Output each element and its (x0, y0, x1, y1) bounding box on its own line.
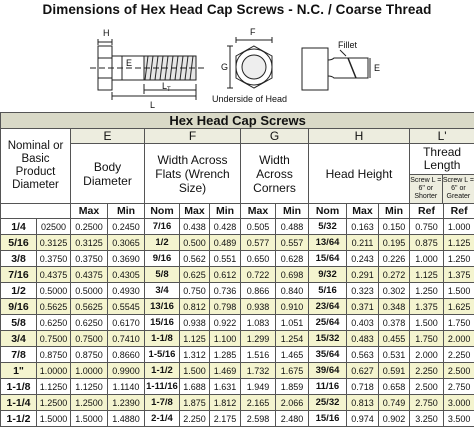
table-cell: 15/32 (309, 331, 347, 347)
table-cell: 0.455 (379, 331, 410, 347)
table-cell: 0.840 (276, 283, 309, 299)
table-cell: 3.250 (410, 411, 444, 427)
table-cell: 2.598 (241, 411, 276, 427)
table-cell: 1.375 (410, 299, 444, 315)
subheader-cell: Min (276, 204, 309, 219)
table-cell: 0.195 (379, 235, 410, 251)
underside-caption: Underside of Head (212, 94, 288, 104)
table-cell: 1.1250 (37, 379, 71, 395)
table-cell: 1.631 (210, 379, 241, 395)
table-banner: Hex Head Cap Screws (1, 113, 474, 129)
table-cell: 0.6250 (37, 315, 71, 331)
table-cell: 0.698 (276, 267, 309, 283)
table-cell: 1.625 (444, 299, 474, 315)
table-cell: 0.3750 (71, 251, 108, 267)
table-row (1, 299, 474, 315)
table-cell: 0.5625 (37, 299, 71, 315)
subheader-cell: Max (347, 204, 379, 219)
table-cell: 0.7410 (108, 331, 145, 347)
table-cell: 0.557 (276, 235, 309, 251)
l-dimension-label: L (150, 100, 156, 110)
letter-l-prime: L' (410, 129, 474, 144)
table-cell: 1.688 (180, 379, 210, 395)
subheader-cell: Ref (444, 204, 474, 219)
table-cell: 0.577 (241, 235, 276, 251)
table-cell: 0.562 (180, 251, 210, 267)
cap-screw-table (0, 112, 474, 427)
table-cell: 9/32 (309, 267, 347, 283)
table-cell: 1.750 (444, 315, 474, 331)
table-cell: 39/64 (309, 363, 347, 379)
table-cell: 0.625 (180, 267, 210, 283)
letter-g: G (241, 129, 309, 144)
subheader-cell: Max (241, 204, 276, 219)
table-cell: 15/16 (309, 411, 347, 427)
table-cell: 1.469 (210, 363, 241, 379)
table-cell: 0.627 (347, 363, 379, 379)
table-cell: 1.750 (410, 331, 444, 347)
table-cell: 1.5000 (37, 411, 71, 427)
table-cell: 1.250 (410, 283, 444, 299)
table-cell: 0.910 (276, 299, 309, 315)
screw-short-header: Screw L = 6" or Shorter (410, 175, 442, 204)
head-height-header: Head Height (309, 144, 410, 204)
table-cell: 0.612 (210, 267, 241, 283)
table-cell: 1.1250 (71, 379, 108, 395)
table-cell: 0.3750 (37, 251, 71, 267)
table-cell: 0.718 (347, 379, 379, 395)
hex-head-top-view (227, 37, 272, 88)
table-cell: 0.658 (379, 379, 410, 395)
table-cell: 1.2390 (108, 395, 145, 411)
table-cell: 5/16 (309, 283, 347, 299)
table-row (1, 411, 474, 427)
table-cell: 0.650 (241, 251, 276, 267)
fillet-detail-drawing (302, 48, 370, 90)
table-cell: 0.488 (276, 219, 309, 235)
table-cell: 3.500 (444, 411, 474, 427)
table-cell: 1.675 (276, 363, 309, 379)
table-row (1, 363, 474, 379)
h-dimension-label: H (103, 28, 110, 38)
table-cell: 1.125 (444, 235, 474, 251)
table-cell: 1.000 (444, 219, 474, 235)
subheader-cell: Min (379, 204, 410, 219)
table-cell: 1.1140 (108, 379, 145, 395)
size-cell: 7/8 (1, 347, 37, 363)
table-cell: 0.902 (379, 411, 410, 427)
letter-h: H (309, 129, 410, 144)
table-cell: 1.2500 (37, 395, 71, 411)
table-cell: 0.500 (180, 235, 210, 251)
table-cell: 0.6170 (108, 315, 145, 331)
table-cell: 0.736 (210, 283, 241, 299)
table-cell: 0.403 (347, 315, 379, 331)
table-cell: 0.551 (210, 251, 241, 267)
table-cell: 1.125 (410, 267, 444, 283)
table-cell: 1.0000 (37, 363, 71, 379)
table-cell: 15/16 (145, 315, 180, 331)
table-cell: 0.3125 (71, 235, 108, 251)
table-cell: 0.531 (379, 347, 410, 363)
table-cell: 1.312 (180, 347, 210, 363)
table-cell: 0.750 (410, 219, 444, 235)
table-cell: 1.859 (276, 379, 309, 395)
table-cell: 0.938 (241, 299, 276, 315)
table-cell: 0.8750 (37, 347, 71, 363)
size-cell: 1/2 (1, 283, 37, 299)
table-cell: 1.500 (410, 315, 444, 331)
size-cell: 5/16 (1, 235, 37, 251)
table-cell: 0.7500 (71, 331, 108, 347)
e-dimension-label-detail: E (374, 63, 381, 73)
size-cell: 5/8 (1, 315, 37, 331)
table-cell: 25/32 (309, 395, 347, 411)
table-cell: 0.4375 (71, 267, 108, 283)
table-cell: 1.125 (180, 331, 210, 347)
page-title: Dimensions of Hex Head Cap Screws - N.C. / Coarse Thread (42, 2, 432, 17)
nominal-diameter-header-text: Nominal or Basic Product Diameter (7, 140, 64, 191)
table-cell: 0.922 (210, 315, 241, 331)
lt-dimension-label: $L_T$ (162, 81, 171, 93)
cap-screw-diagram (0, 20, 474, 112)
table-cell: 0.5000 (37, 283, 71, 299)
letter-f: F (145, 129, 241, 144)
table-cell: 0.722 (241, 267, 276, 283)
table-cell: 23/64 (309, 299, 347, 315)
table-cell: 1.0000 (71, 363, 108, 379)
table-cell: 1.250 (444, 251, 474, 267)
table-cell: 1.254 (276, 331, 309, 347)
table-cell: 1.051 (276, 315, 309, 331)
table-cell: 0.798 (210, 299, 241, 315)
table-cell: 2.500 (444, 363, 474, 379)
subheader-cell: Min (210, 204, 241, 219)
subheader-cell: Nom (145, 204, 180, 219)
table-cell: 25/64 (309, 315, 347, 331)
size-cell: 3/4 (1, 331, 37, 347)
table-cell: 0.226 (379, 251, 410, 267)
table-cell: 2.250 (444, 347, 474, 363)
table-cell: 0.211 (347, 235, 379, 251)
minmax-row (1, 204, 474, 219)
table-cell: 0.813 (347, 395, 379, 411)
table-row (1, 347, 474, 363)
table-cell: 9/16 (145, 251, 180, 267)
table-cell: 2.066 (276, 395, 309, 411)
table-cell: 0.750 (180, 283, 210, 299)
table-cell: 0.9900 (108, 363, 145, 379)
table-cell: 0.749 (379, 395, 410, 411)
table-row (1, 251, 474, 267)
size-cell: 3/8 (1, 251, 37, 267)
table-cell: 7/16 (145, 219, 180, 235)
table-row (1, 379, 474, 395)
table-cell: 0.8750 (71, 347, 108, 363)
table-cell: 1/2 (145, 235, 180, 251)
body-diameter-header: Body Diameter (71, 144, 145, 204)
table-cell: 0.438 (180, 219, 210, 235)
thread-length-subheader (410, 174, 474, 203)
table-cell: 1.875 (180, 395, 210, 411)
size-cell: 1" (1, 363, 37, 379)
table-cell: 1.732 (241, 363, 276, 379)
thread-length-title: Thread Length (423, 145, 462, 172)
table-cell: 3.000 (444, 395, 474, 411)
table-cell: 1.2500 (71, 395, 108, 411)
table-cell: 13/16 (145, 299, 180, 315)
table-cell: 1.465 (276, 347, 309, 363)
table-cell: 3/4 (145, 283, 180, 299)
table-cell: 0.2450 (108, 219, 145, 235)
table-cell: 35/64 (309, 347, 347, 363)
table-cell: 1.285 (210, 347, 241, 363)
table-row (1, 219, 474, 235)
table-cell: 1.516 (241, 347, 276, 363)
letter-e: E (71, 129, 145, 144)
table-cell: 0.8660 (108, 347, 145, 363)
table-cell: 1.4880 (108, 411, 145, 427)
thread-length-header (410, 144, 474, 204)
table-cell: 0.3125 (37, 235, 71, 251)
minmax-spacer (1, 204, 71, 219)
table-cell: 0.974 (347, 411, 379, 427)
nominal-diameter-header (1, 129, 71, 204)
table-cell: 0.3690 (108, 251, 145, 267)
table-cell: 5/32 (309, 219, 347, 235)
table-cell: 0.163 (347, 219, 379, 235)
table-cell: 13/64 (309, 235, 347, 251)
table-cell: 2.175 (210, 411, 241, 427)
table-cell: 1-1/2 (145, 363, 180, 379)
e-dimension-label: E (126, 58, 133, 68)
table-cell: 0.3065 (108, 235, 145, 251)
size-cell: 7/16 (1, 267, 37, 283)
table-cell: 1.500 (180, 363, 210, 379)
table-cell: 0.591 (379, 363, 410, 379)
table-cell: 1.083 (241, 315, 276, 331)
table-cell: 0.483 (347, 331, 379, 347)
size-cell: 1/4 (1, 219, 37, 235)
width-flats-header: Width Across Flats (Wrench Size) (145, 144, 241, 204)
subheader-cell: Max (71, 204, 108, 219)
table-row (1, 283, 474, 299)
subheader-cell: Ref (410, 204, 444, 219)
table-cell: 0.272 (379, 267, 410, 283)
table-cell: 0.563 (347, 347, 379, 363)
table-cell: 0.875 (410, 235, 444, 251)
table-cell: 0.4930 (108, 283, 145, 299)
table-cell: 0.378 (379, 315, 410, 331)
f-dimension-label: F (250, 27, 256, 37)
table-row (1, 267, 474, 283)
table-cell: 0.5545 (108, 299, 145, 315)
table-cell: 0.628 (276, 251, 309, 267)
table-cell: 2-1/4 (145, 411, 180, 427)
screw-long-header: Screw L = 6" or Greater (442, 175, 474, 204)
table-cell: 0.5000 (71, 283, 108, 299)
table-cell: 2.000 (410, 347, 444, 363)
table-cell: 2.250 (410, 363, 444, 379)
table-cell: 2.165 (241, 395, 276, 411)
table-cell: 1.949 (241, 379, 276, 395)
table-cell: 0.2500 (71, 219, 108, 235)
table-cell: 15/64 (309, 251, 347, 267)
table-cell: 0.4305 (108, 267, 145, 283)
side-view-drawing (90, 39, 204, 100)
subheader-cell: Max (180, 204, 210, 219)
table-cell: 5/8 (145, 267, 180, 283)
g-dimension-label: G (221, 62, 229, 72)
table-cell: 2.500 (410, 379, 444, 395)
table-cell: 2.750 (410, 395, 444, 411)
table-cell: 0.323 (347, 283, 379, 299)
table-row (1, 395, 474, 411)
table-cell: 0.150 (379, 219, 410, 235)
table-cell: 0.243 (347, 251, 379, 267)
table-cell: 0.938 (180, 315, 210, 331)
table-cell: 1-7/8 (145, 395, 180, 411)
subheader-cell: Nom (309, 204, 347, 219)
table-cell: 02500 (37, 219, 71, 235)
subheader-cell: Min (108, 204, 145, 219)
table-cell: 2.750 (444, 379, 474, 395)
table-cell: 1.100 (210, 331, 241, 347)
size-cell: 1-1/2 (1, 411, 37, 427)
table-cell: 0.4375 (37, 267, 71, 283)
size-cell: 9/16 (1, 299, 37, 315)
table-cell: 2.480 (276, 411, 309, 427)
table-cell: 1.812 (210, 395, 241, 411)
table-cell: 1-11/16 (145, 379, 180, 395)
table-row (1, 315, 474, 331)
table-cell: 0.371 (347, 299, 379, 315)
table-cell: 1.000 (410, 251, 444, 267)
table-cell: 11/16 (309, 379, 347, 395)
table-cell: 1-1/8 (145, 331, 180, 347)
table-cell: 0.866 (241, 283, 276, 299)
size-cell: 1-1/4 (1, 395, 37, 411)
table-cell: 1.299 (241, 331, 276, 347)
table-row (1, 331, 474, 347)
fillet-label: Fillet (338, 40, 358, 50)
width-corners-header: Width Across Corners (241, 144, 309, 204)
table-cell: 2.250 (180, 411, 210, 427)
table-row (1, 235, 474, 251)
table-cell: 0.812 (180, 299, 210, 315)
table-cell: 0.428 (210, 219, 241, 235)
table-cell: 1.5000 (71, 411, 108, 427)
table-cell: 1.375 (444, 267, 474, 283)
table-cell: 1-5/16 (145, 347, 180, 363)
table-cell: 0.489 (210, 235, 241, 251)
table-cell: 0.5625 (71, 299, 108, 315)
table-cell: 0.302 (379, 283, 410, 299)
table-cell: 0.348 (379, 299, 410, 315)
table-cell: 0.505 (241, 219, 276, 235)
table-cell: 0.7500 (37, 331, 71, 347)
table-cell: 0.291 (347, 267, 379, 283)
table-cell: 0.6250 (71, 315, 108, 331)
table-cell: 2.000 (444, 331, 474, 347)
size-cell: 1-1/8 (1, 379, 37, 395)
table-cell: 1.500 (444, 283, 474, 299)
